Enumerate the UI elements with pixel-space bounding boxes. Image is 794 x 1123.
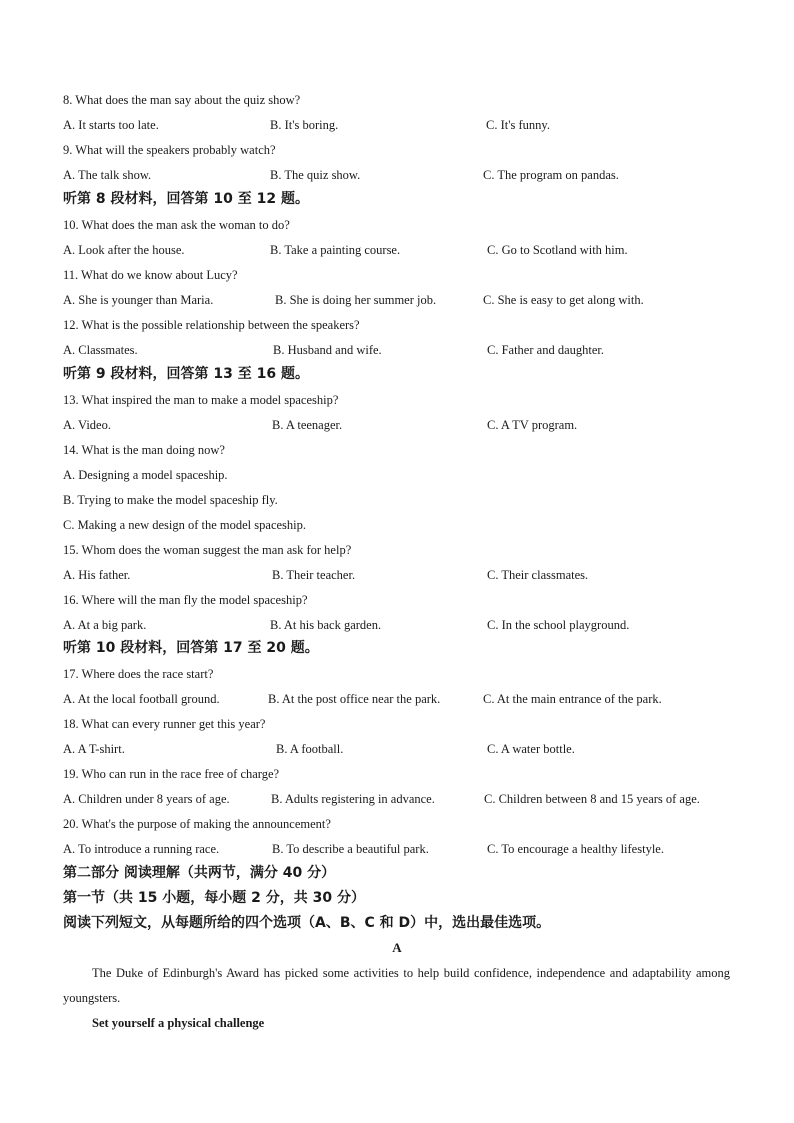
option-b: B. To describe a beautiful park. [272,842,429,856]
option-b: B. Take a painting course. [270,243,401,257]
question-18: 18. What can every runner get this year? [63,717,266,731]
option-b: B. A teenager. [272,418,343,432]
option-b: B. Husband and wife. [273,343,382,357]
option-c: C. She is easy to get along with. [483,293,644,307]
option-c: C. It's funny. [486,118,550,132]
question-14: 14. What is the man doing now? [63,443,225,457]
question-13: 13. What inspired the man to make a model spaceship? [63,393,339,407]
question-10: 10. What does the man ask the woman to do? [63,218,290,232]
passage-label: A [392,940,402,955]
option-a: A. Children under 8 years of age. [63,792,230,806]
question-20-options [63,841,743,857]
option-c: C. In the school playground. [487,618,630,632]
option-b: B. A football. [276,742,344,756]
option-b: B. Adults registering in advance. [271,792,435,806]
section-one-heading: 第一节（共 15 小题，每小题 2 分，共 30 分） [63,890,365,906]
reading-instructions: 阅读下列短文，从每题所给的四个选项（A、B、C 和 D）中，选出最佳选项。 [63,915,551,931]
question-17-options [63,691,743,707]
option-b: B. It's boring. [270,118,339,132]
question-9-options [63,167,743,183]
question-11-options [63,292,743,308]
section-heading-10: 听第 10 段材料，回答第 17 至 20 题。 [63,640,319,656]
question-12: 12. What is the possible relationship between the speakers? [63,318,360,332]
option-c: C. A water bottle. [487,742,575,756]
option-c: C. A TV program. [487,418,578,432]
question-13-options [63,417,743,433]
question-15: 15. Whom does the woman suggest the man ask for help? [63,543,352,557]
option-c: C. The program on pandas. [483,168,619,182]
option-a: A. It starts too late. [63,118,159,132]
section-heading-8: 听第 8 段材料，回答第 10 至 12 题。 [63,191,309,207]
option-c: C. Go to Scotland with him. [487,243,628,257]
question-11: 11. What do we know about Lucy? [63,268,238,282]
option-a: A. Classmates. [63,343,138,357]
passage-subheading: Set yourself a physical challenge [92,1016,265,1030]
part-two-heading: 第二部分 阅读理解（共两节，满分 40 分） [63,865,336,881]
option-b: B. She is doing her summer job. [275,293,437,307]
option-a: A. At the local football ground. [63,692,220,706]
option-c: C. At the main entrance of the park. [483,692,662,706]
question-17: 17. Where does the race start? [63,667,214,681]
option-c: C. To encourage a healthy lifestyle. [487,842,664,856]
option-b: B. Trying to make the model spaceship fly. [63,493,278,507]
option-a: A. His father. [63,568,131,582]
question-18-options [63,741,743,757]
question-16: 16. Where will the man fly the model spaceship? [63,593,308,607]
option-b: B. At his back garden. [270,618,382,632]
option-b: B. The quiz show. [270,168,361,182]
question-16-options [63,617,743,633]
option-a: A. Look after the house. [63,243,185,257]
option-a: A. She is younger than Maria. [63,293,214,307]
option-c: C. Their classmates. [487,568,589,582]
option-a: A. Designing a model spaceship. [63,468,228,482]
option-a: A. To introduce a running race. [63,842,220,856]
option-a: A. A T-shirt. [63,742,125,756]
question-8-options [63,117,743,133]
question-19-options [63,791,743,807]
question-15-options [63,567,743,583]
question-19: 19. Who can run in the race free of charge? [63,767,280,781]
question-20: 20. What's the purpose of making the announcement? [63,817,331,831]
option-c: C. Children between 8 and 15 years of age. [484,792,700,806]
option-c: C. Making a new design of the model spaceship. [63,518,307,532]
option-a: A. Video. [63,418,111,432]
option-b: B. At the post office near the park. [268,692,441,706]
question-8: 8. What does the man say about the quiz show? [63,93,301,107]
option-a: A. At a big park. [63,618,147,632]
question-9: 9. What will the speakers probably watch? [63,143,276,157]
section-heading-9: 听第 9 段材料，回答第 13 至 16 题。 [63,366,309,382]
question-12-options [63,342,743,358]
question-10-options [63,242,743,258]
option-b: B. Their teacher. [272,568,356,582]
option-a: A. The talk show. [63,168,152,182]
passage-paragraph: The Duke of Edinburgh's Award has picked some activities to help build confidence, independence and adaptability among youngsters. [63,966,730,1005]
option-c: C. Father and daughter. [487,343,604,357]
